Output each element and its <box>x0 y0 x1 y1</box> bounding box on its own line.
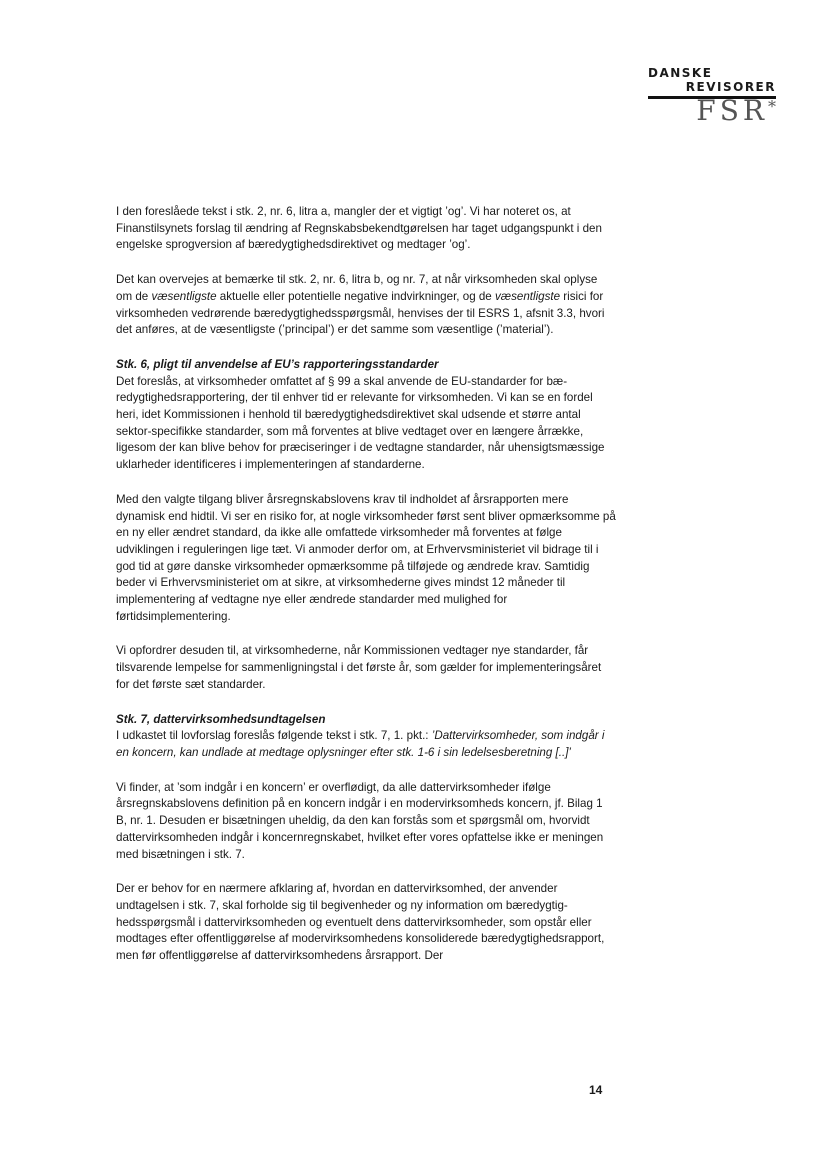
paragraph-6 <box>116 728 616 761</box>
paragraph-2-part-a: Det kan overvejes at bemærke til stk. 2, nr. 6, litra b, og nr. 7, at når virksomheden skal oplyse om de <box>116 273 598 303</box>
paragraph-1: I den foreslåede tekst i stk. 2, nr. 6, litra a, mangler der et vigtigt ’og’. Vi har noteret os, at Finanstilsynets forslag til ændring af Regnskabsbekendtgørelsen har taget udgangspunkt i den engelske sprogversion af bæredygtighedsdirektivet og medtager ’og’. <box>116 205 602 252</box>
fsr-logo <box>646 66 776 127</box>
paragraph-8: Der er behov for en nærmere afklaring af, hvordan en dattervirksomhed, der anvender undtagelsen i stk. 7, skal forholde sig til begivenheder og ny information om bæredygtighedsspørgsmål i dattervirksomheden og eventuelt dens dattervirksomheder, som opstår eller modtages efter offentliggørelse af modervirksomhedens konsoliderede bæredygtighedsrapport, men før offentliggørelse af dattervirksomhedens årsrapport. Der <box>116 882 605 963</box>
page-number: 14 <box>589 1083 603 1097</box>
section-heading-stk-7: Stk. 7, dattervirksomhedsundtagelsen <box>116 712 326 726</box>
paragraph-2-emphasis-1: væsentligste <box>151 289 217 303</box>
logo-line-revisorer: REVISORER <box>685 80 776 94</box>
paragraph-6-quote: ’Dattervirksomheder, som indgår i en koncern, kan undlade at medtage oplysninger efter stk. 1-6 i sin ledelsesberetning [..]’ <box>116 729 605 759</box>
paragraph-5: Vi opfordrer desuden til, at virksomhederne, når Kommissionen vedtager nye standarder, får tilsvarende lempelse for sammenligningstal i det første år, som gælder for implementeringsåret for det første sæt standarder. <box>116 644 602 691</box>
paragraph-2 <box>116 272 616 339</box>
paragraph-7: Vi finder, at ’som indgår i en koncern’ er overflødigt, da alle dattervirksomheder ifølge årsregnskabslovens definition på en koncern indgår i en modervirksomheds koncern, jf. Bilag 1 B, nr. 1. Desuden er bisætningen uheldig, da den kan forstås som et spørgsmål om, hvorvidt dattervirksomheden indgår i koncernregnskabet, hvilket efter vores opfattelse ikke er meningen med bisætningen i stk. 7. <box>116 780 604 861</box>
paragraph-2-part-b: aktuelle eller potentielle negative indvirkninger, og de <box>216 289 495 303</box>
logo-line-danske: DANSKE <box>648 66 713 80</box>
paragraph-6-part-a: I udkastet til lovforslag foreslås følgende tekst i stk. 7, 1. pkt.: <box>116 729 432 743</box>
section-heading-stk-6: Stk. 6, pligt til anvendelse af EU’s rapporteringsstandarder <box>116 357 439 371</box>
document-body <box>116 204 616 983</box>
paragraph-2-emphasis-2: væsentligste <box>494 289 561 303</box>
logo-mark <box>646 94 776 127</box>
paragraph-2-part-c: risici for virksomheden vedrørende bæredygtighedsspørgsmål, henvises der til ESRS 1, afsnit 3.3, hvori det anføres, at de væsentligste (’principal’) er det samme som væsentlige (’material’). <box>116 289 605 337</box>
logo-star: * <box>768 97 776 116</box>
paragraph-4: Med den valgte tilgang bliver årsregnskabslovens krav til indholdet af årsrapporten mere dynamisk end hidtil. Vi ser en risiko for, at nogle virksomheder først sent bliver opmærksomme på en ny eller ændret standard, da ikke alle omfattede virksomheder må forventes at følge udviklingen i reguleringen lige tæt. Vi anmoder derfor om, at Erhvervsministeriet vil bidrage til i god tid at gøre danske virksomheder opmærksomme på tilføjede og ændrede krav. Samtidig beder vi Erhvervsministeriet om at sikre, at virksomhederne gives mindst 12 måneder til implementering af vedtagne nye eller ændrede standarder med mulighed for førtidsimplementering. <box>116 492 616 623</box>
logo-mark-text: FSR <box>696 94 768 127</box>
paragraph-3: Det foreslås, at virksomheder omfattet af § 99 a skal anvende de EU-standarder for bæredygtighedsrapportering, der til enhver tid er relevante for virksomheden. Vi kan se en fordel heri, idet Kommissionen i henhold til bæredygtighedsdirektivet skal udsende et større antal sektor-specifikke standarder, som må forventes at blive vedtaget over en længere årrække, ligesom der kan blive behov for præciseringer i de vedtagne standarder, når uhensigtsmæssige uklarheder identificeres i implementeringen af standarderne. <box>116 374 605 472</box>
